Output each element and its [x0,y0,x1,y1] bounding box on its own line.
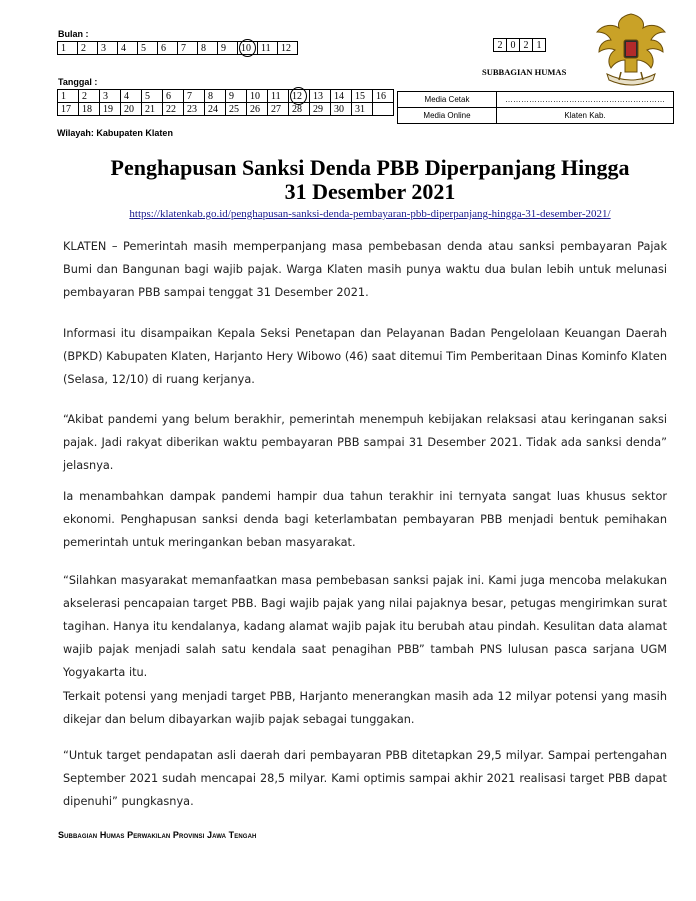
month-grid [57,41,298,55]
month-cell: 7 [178,42,198,55]
month-cell: 9 [218,42,238,55]
day-cell: 19 [100,103,121,116]
day-cell: 17 [58,103,79,116]
month-cell-selected: 10 [238,42,258,55]
day-cell: 28 [289,103,310,116]
garuda-emblem-icon [591,10,671,92]
month-cell: 8 [198,42,218,55]
article-paragraph: “Akibat pandemi yang belum berakhir, pemerintah menempuh kebijakan relaksasi atau keringanan saksi pajak. Jadi rakyat diberikan waktu pembayaran PBB sampai 31 Desember 2021. Tidak ada sanksi denda” jelasnya. [63,413,667,472]
bulan-label: Bulan : [58,29,89,39]
day-cell: 18 [79,103,100,116]
article-title-line: Penghapusan Sanksi Denda PBB Diperpanjang Hingga [110,155,630,180]
wilayah-label: Wilayah: Kabupaten Klaten [57,128,173,138]
month-cell: 1 [58,42,78,55]
year-digit: 2 [520,39,533,52]
month-cell: 3 [98,42,118,55]
article-title [40,156,696,204]
year-digit: 2 [494,39,507,52]
article-paragraph: “Untuk target pendapatan asli daerah dari pembayaran PBB ditetapkan 29,5 milyar. Sampai pertengahan September 2021 sudah mencapai 28,5 milyar. Kami optimis sampai akhir 2021 realisasi target PBB dapat dipenuhi” pungkasnya. [63,749,667,808]
day-cell-selected: 12 [289,90,310,103]
month-cell: 6 [158,42,178,55]
media-row [398,108,674,124]
day-cell: 4 [121,90,142,103]
media-label: Media Cetak [398,92,497,108]
day-cell: 10 [247,90,268,103]
day-cell: 31 [352,103,373,116]
day-cell: 8 [205,90,226,103]
day-cell: 20 [121,103,142,116]
media-value: …………………………………………………… [497,92,674,108]
media-row [398,92,674,108]
day-cell: 2 [79,90,100,103]
article-url-link[interactable]: https://klatenkab.go.id/penghapusan-sanksi-denda-pembayaran-pbb-diperpanjang-hingga-31-desember-2021/ [129,208,611,220]
day-cell: 9 [226,90,247,103]
day-cell: 14 [331,90,352,103]
month-cell: 11 [258,42,278,55]
department-label: SUBBAGIAN HUMAS [482,67,567,77]
day-cell: 3 [100,90,121,103]
year-grid [493,38,546,52]
day-cell: 30 [331,103,352,116]
year-digit: 1 [533,39,546,52]
day-cell: 1 [58,90,79,103]
media-value: Klaten Kab. [497,108,674,124]
month-cell: 12 [278,42,298,55]
day-cell: 27 [268,103,289,116]
day-grid [57,89,394,116]
media-table [397,91,674,124]
article-paragraph: Terkait potensi yang menjadi target PBB, Harjanto menerangkan masih ada 12 milyar potensi yang masih dikejar dan belum dibayarkan wajib pajak sebagai tunggakan. [63,690,667,726]
article-paragraph: Ia menambahkan dampak pandemi hampir dua tahun terakhir ini ternyata sangat luas khusus sektor ekonomi. Penghapusan sanksi denda bagi keterlambatan pembayaran PBB menjadi bentuk pemihakan pemerintah untuk meringankan beban masyarakat. [63,490,667,549]
day-cell: 25 [226,103,247,116]
day-cell: 15 [352,90,373,103]
day-cell: 29 [310,103,331,116]
media-label: Media Online [398,108,497,124]
footer-label: Subbagian Humas Perwakilan Provinsi Jawa Tengah [58,830,257,840]
day-cell: 11 [268,90,289,103]
day-cell: 21 [142,103,163,116]
day-cell: 6 [163,90,184,103]
month-cell: 5 [138,42,158,55]
day-cell: 13 [310,90,331,103]
day-cell: 22 [163,103,184,116]
day-cell: 7 [184,90,205,103]
day-cell: 26 [247,103,268,116]
day-cell: 5 [142,90,163,103]
day-cell: 23 [184,103,205,116]
day-cell: 24 [205,103,226,116]
year-digit: 0 [507,39,520,52]
article-paragraph: KLATEN – Pemerintah masih memperpanjang masa pembebasan denda atau sanksi pembayaran Pajak Bumi dan Bangunan bagi wajib pajak. Warga Klaten masih punya waktu dua bulan lebih untuk melunasi pembayaran PBB sampai tenggat 31 Desember 2021. [63,240,667,299]
article-paragraph: Informasi itu disampaikan Kepala Seksi Penetapan dan Pelayanan Badan Pengelolaan Keuangan Daerah (BPKD) Kabupaten Klaten, Harjanto Hery Wibowo (46) saat ditemui Tim Pemberitaan Dinas Kominfo Klaten (Selasa, 12/10) di ruang kerjanya. [63,327,667,386]
article-title-line: 31 Desember 2021 [284,179,456,204]
month-cell: 2 [78,42,98,55]
month-cell: 4 [118,42,138,55]
day-cell [373,103,394,116]
article-paragraph: “Silahkan masyarakat memanfaatkan masa pembebasan sanksi pajak ini. Kami juga mencoba melakukan akselerasi pencapaian target PBB. Bagi wajib pajak yang nilai pajaknya besar, petugas mengirimkan surat tagihan. Hanya itu kendalanya, kadang alamat wajib pajak itu berubah atau pindah. Kesulitan data alamat wajib pajak menjadi salah satu kendala saat penagihan PBB” tambah PNS lulusan pasca sarjana UGM Yogyakarta itu. [63,574,667,679]
day-cell: 16 [373,90,394,103]
tanggal-label: Tanggal : [58,77,98,87]
